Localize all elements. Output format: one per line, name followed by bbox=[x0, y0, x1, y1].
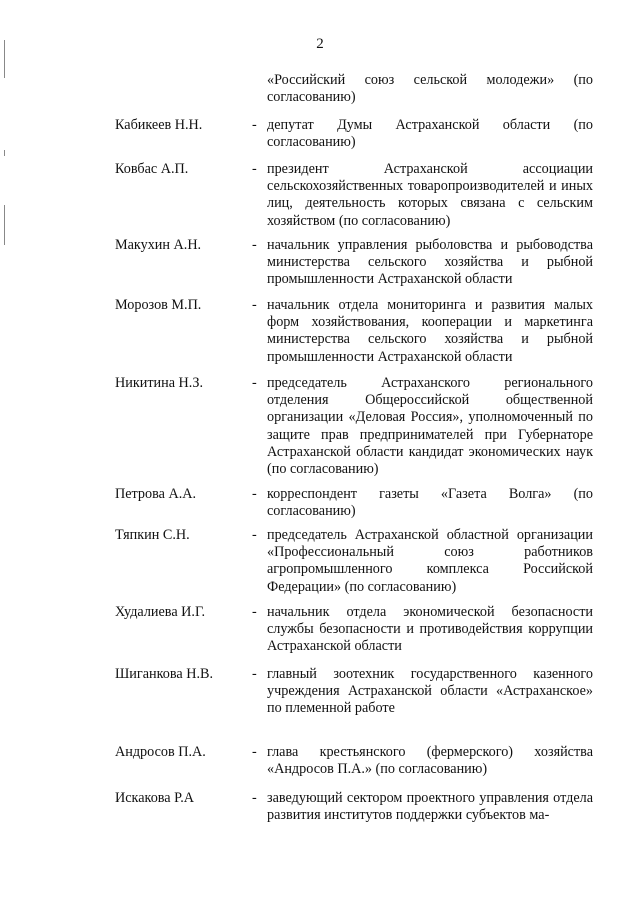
dash-separator: - bbox=[252, 375, 257, 391]
member-position: председатель Астраханского регионального отделения Общероссийской общественной организации «Деловая Россия», уполномоченный по защите прав предпринимателей при Губернаторе Астраханской области кандидат экономических наук (по согласованию) bbox=[267, 375, 593, 478]
member-name: Андросов П.А. bbox=[115, 744, 206, 760]
member-name: Макухин А.Н. bbox=[115, 237, 202, 253]
dash-separator: - bbox=[252, 604, 257, 620]
dash-separator: - bbox=[252, 486, 257, 502]
dash-separator: - bbox=[252, 527, 257, 543]
member-name: Тяпкин С.Н. bbox=[115, 527, 190, 543]
dash-separator: - bbox=[252, 666, 257, 682]
dash-separator: - bbox=[252, 237, 257, 253]
member-position: председатель Астраханской областной организации «Профессиональный союз работников агропромышленного комплекса Российской Федерации» (по согласованию) bbox=[267, 527, 593, 595]
dash-separator: - bbox=[252, 790, 257, 806]
dash-separator: - bbox=[252, 117, 257, 133]
member-name: Кабикеев Н.Н. bbox=[115, 117, 203, 133]
member-position: корреспондент газеты «Газета Волга» (по согласованию) bbox=[267, 486, 593, 520]
member-position: глава крестьянского (фермерского) хозяйства «Андросов П.А.» (по согласованию) bbox=[267, 744, 593, 778]
member-position: президент Астраханской ассоциации сельскохозяйственных товаропроизводителей и иных лиц, деятельность которых связана с сельским хозяйством (по согласованию) bbox=[267, 161, 593, 229]
page-number: 2 bbox=[316, 36, 324, 52]
member-name: Худалиева И.Г. bbox=[115, 604, 206, 620]
dash-separator: - bbox=[252, 161, 257, 177]
member-name: Шиганкова Н.В. bbox=[115, 666, 214, 682]
member-position: начальник управления рыболовства и рыбоводства министерства сельского хозяйства и рыбной промышленности Астраханской области bbox=[267, 237, 593, 288]
member-name: Искакова Р.А bbox=[115, 790, 195, 806]
member-position: начальник отдела мониторинга и развития малых форм хозяйствования, кооперации и маркетинга министерства сельского хозяйства и рыбной промышленности Астраханской области bbox=[267, 297, 593, 365]
member-name: Петрова А.А. bbox=[115, 486, 197, 502]
member-name: Никитина Н.З. bbox=[115, 375, 203, 391]
scan-edge-marks bbox=[2, 0, 8, 905]
member-position: главный зоотехник государственного казенного учреждения Астраханской области «Астраханское» по племенной работе bbox=[267, 666, 593, 717]
member-position: начальник отдела экономической безопасности службы безопасности и противодействия коррупции Астраханской области bbox=[267, 604, 593, 655]
continuation-text: «Российский союз сельской молодежи» (по согласованию) bbox=[267, 72, 593, 106]
member-position: депутат Думы Астраханской области (по согласованию) bbox=[267, 117, 593, 151]
member-name: Морозов М.П. bbox=[115, 297, 202, 313]
dash-separator: - bbox=[252, 297, 257, 313]
member-position: заведующий сектором проектного управления отдела развития институтов поддержки субъектов ма- bbox=[267, 790, 593, 824]
dash-separator: - bbox=[252, 744, 257, 760]
member-name: Ковбас А.П. bbox=[115, 161, 189, 177]
